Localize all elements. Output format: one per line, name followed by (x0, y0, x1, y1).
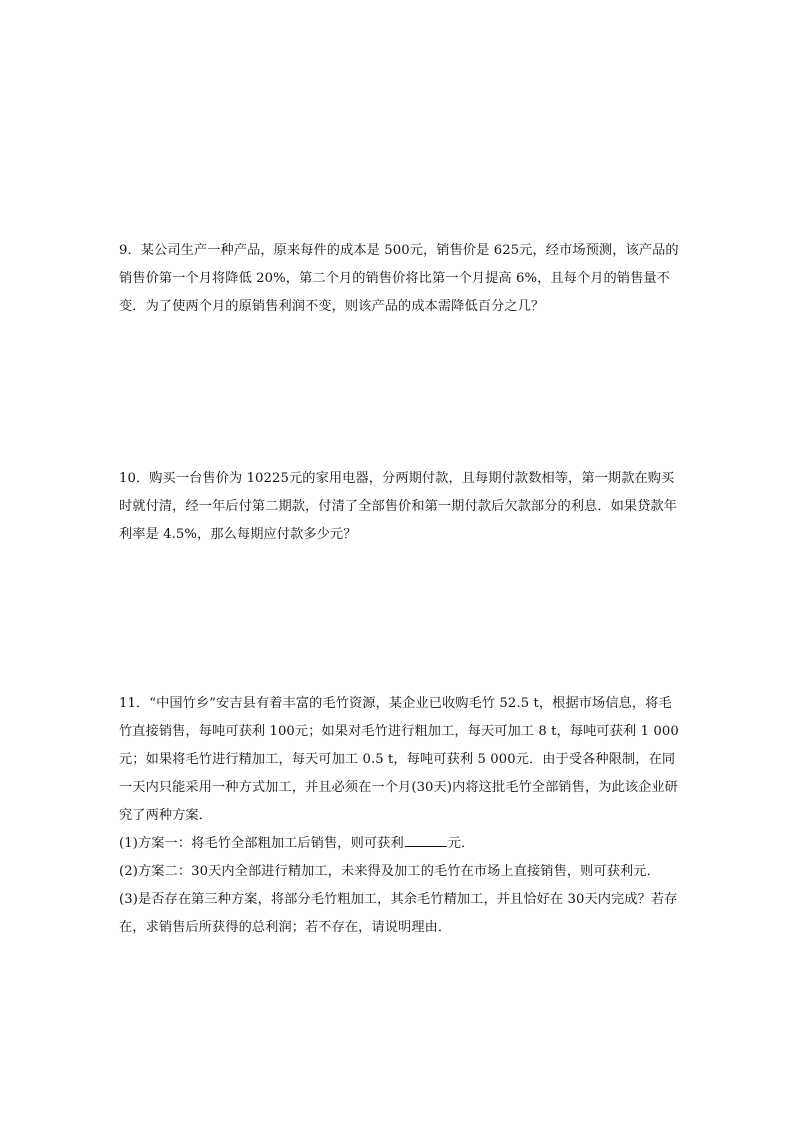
problem-11-intro: 11．“中国竹乡”安吉县有着丰富的毛竹资源，某企业已收购毛竹 52.5 t，根据市场信息，将毛竹直接销售，每吨可获利 100元；如果对毛竹进行粗加工，每天可加工 8 t，每吨可获利 1 000元；如果将毛竹进行精加工，每天可加工 0.5 t，每吨可获利 5 000元．由于受各种限制，在同一天内只能采用一种方式加工，并且必须在一个月(30天)内将这批毛竹全部销售，为此该企业研究了两种方案． (119, 696, 679, 823)
problem-11-question-3: (3)是否存在第三种方案，将部分毛竹粗加工，其余毛竹精加工，并且恰好在 30天内完成？若存在，求销售后所获得的总利润；若不存在，请说明理由． (119, 892, 678, 935)
answer-blank (405, 832, 447, 847)
question-1-text: (1)方案一：将毛竹全部粗加工后销售，则可获利 (119, 836, 404, 851)
problem-9 (119, 237, 679, 321)
question-1-unit: 元． (447, 836, 475, 851)
problem-11-question-2: (2)方案二：30天内全部进行精加工，未来得及加工的毛竹在市场上直接销售，则可获利元． (119, 864, 660, 879)
problem-10 (119, 465, 679, 549)
problem-9-text: 9．某公司生产一种产品，原来每件的成本是 500元，销售价是 625元，经市场预测，该产品的销售价第一个月将降低 20%，第二个月的销售价将比第一个月提高 6%，且每个月的销售量不变．为了使两个月的原销售利润不变，则该产品的成本需降低百分之几？ (119, 243, 679, 314)
problem-11 (119, 690, 679, 942)
problem-10-text: 10．购买一台售价为 10225元的家用电器，分两期付款，且每期付款数相等，第一期款在购买时就付清，经一年后付第二期款，付清了全部售价和第一期付款后欠款部分的利息．如果贷款年利率是 4.5%，那么每期应付款多少元？ (119, 471, 678, 542)
problem-11-question-1 (119, 830, 679, 858)
